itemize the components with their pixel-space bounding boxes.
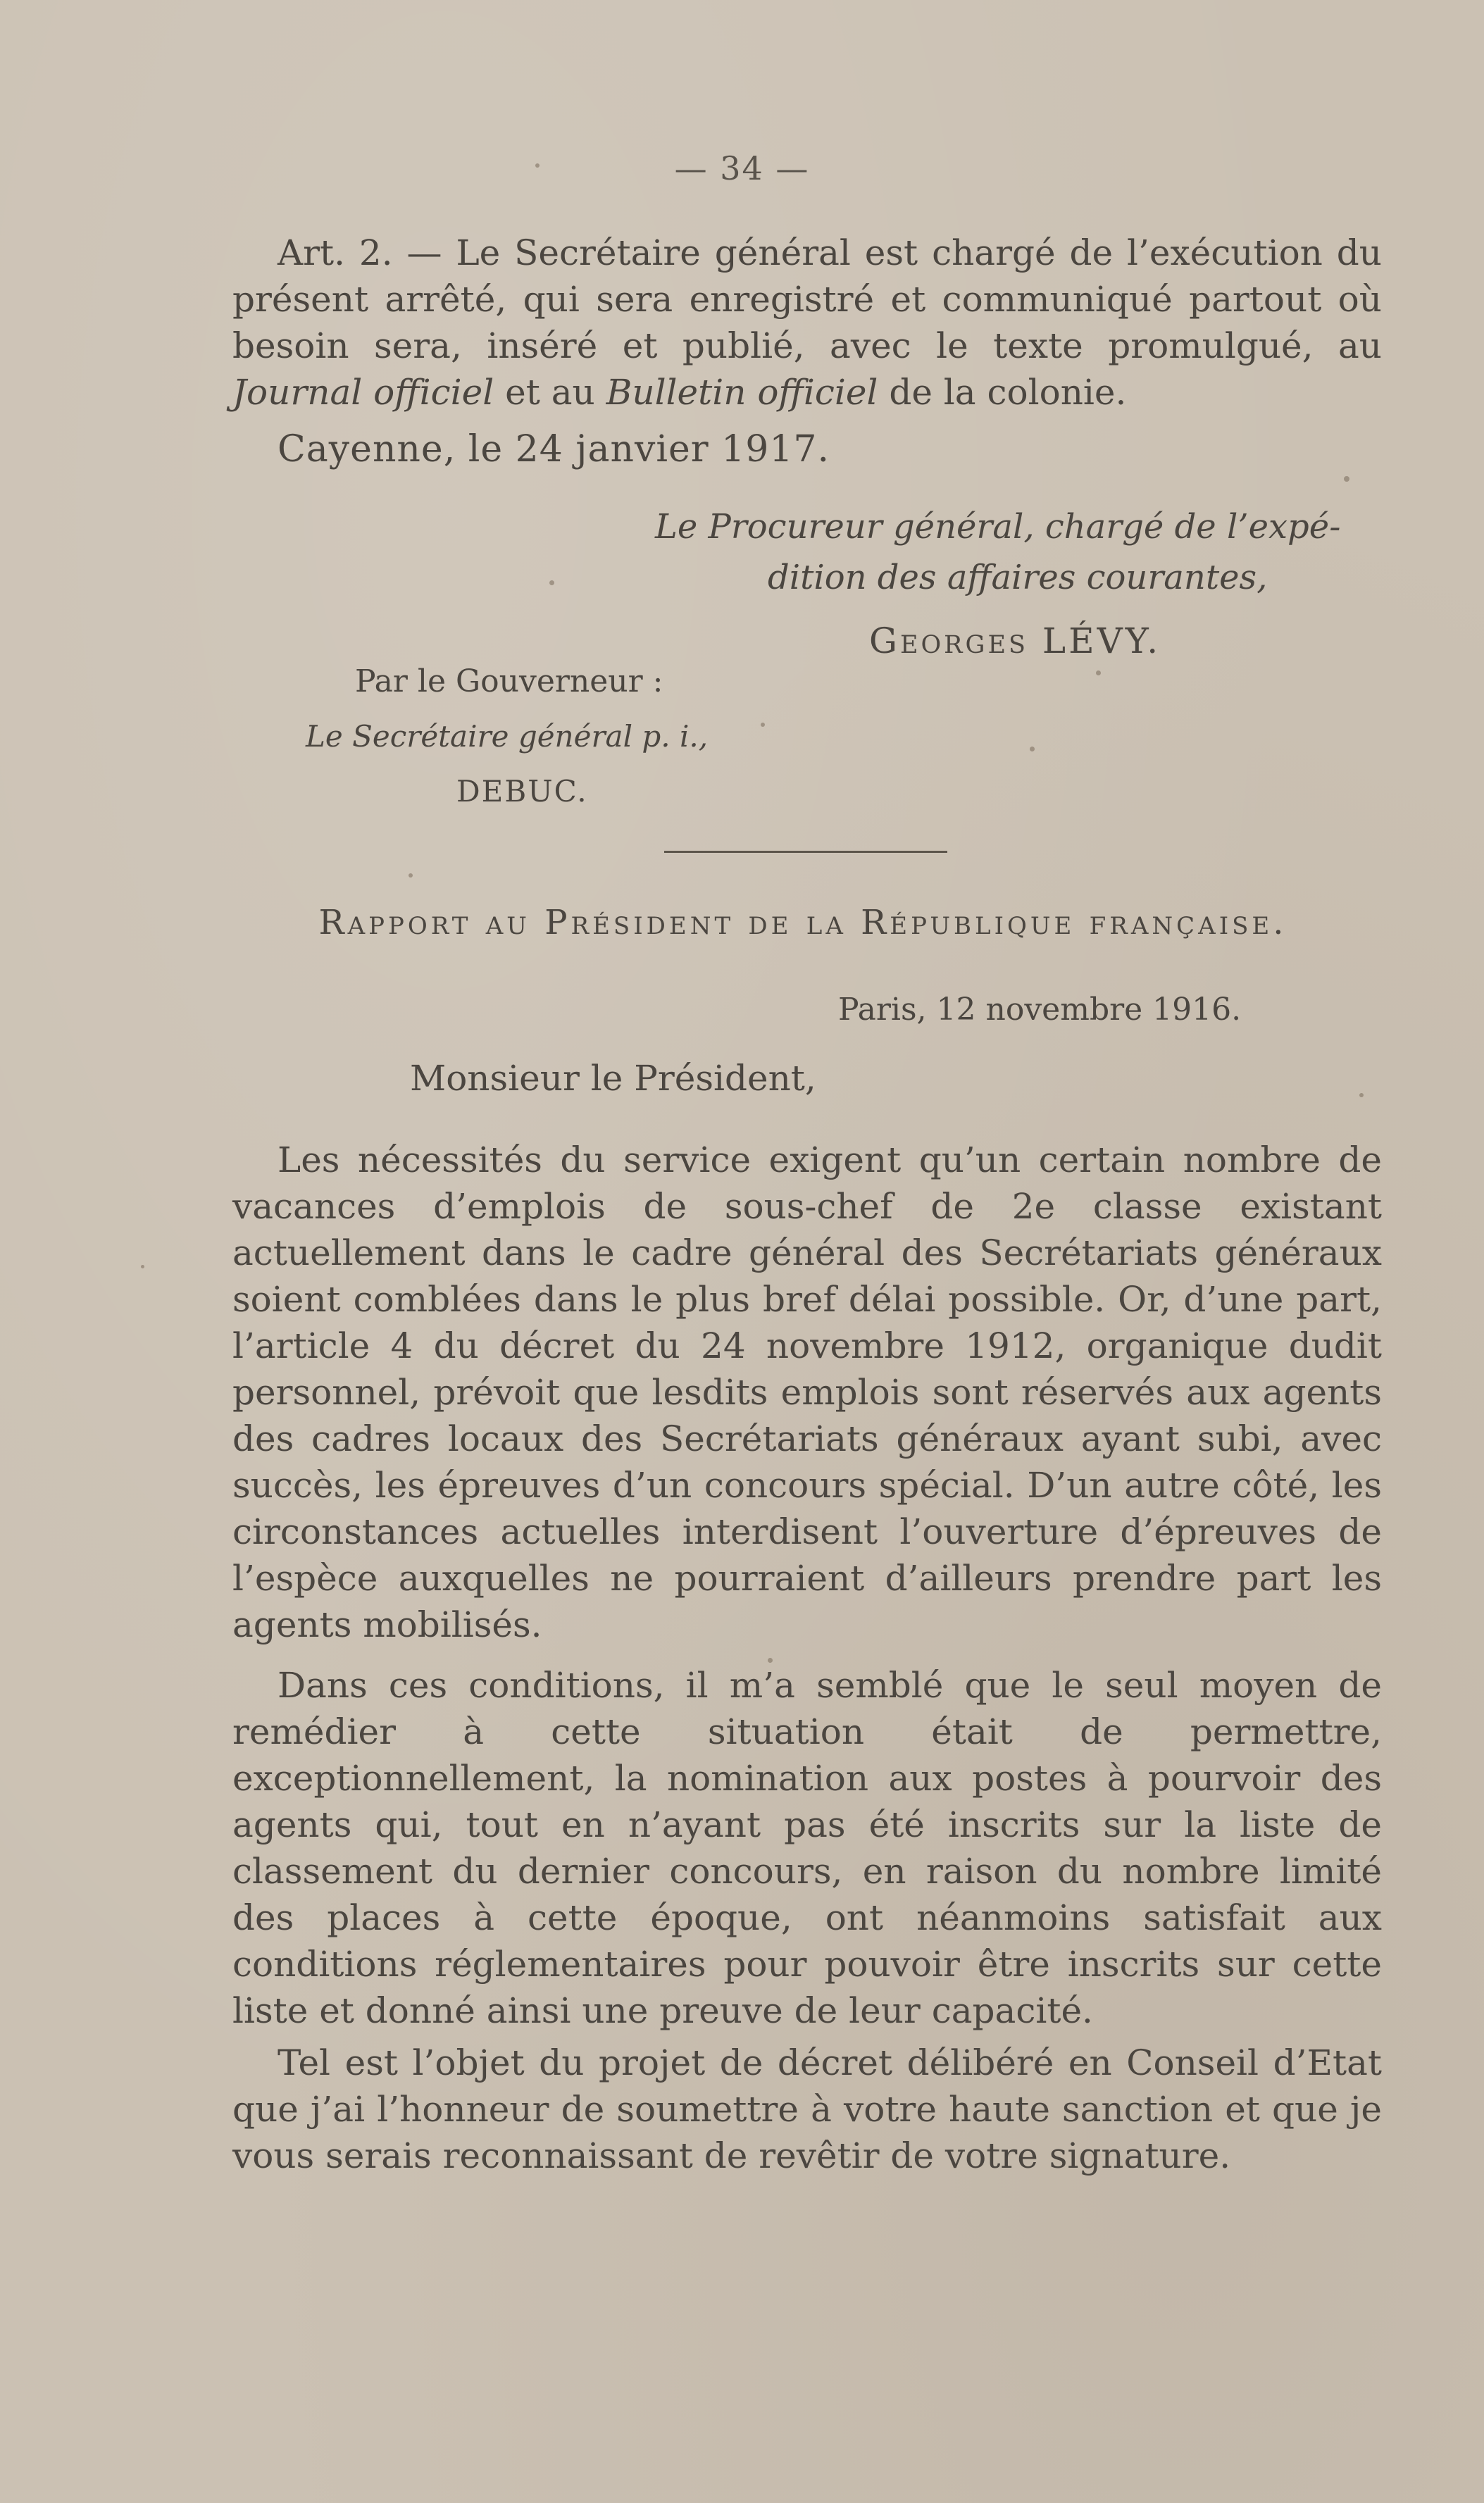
article-2-conjunction: et au — [494, 372, 606, 413]
bulletin-officiel-title: Bulletin officiel — [606, 372, 878, 413]
secretary-title: Le Secrétaire général p. i., — [306, 719, 709, 754]
paper-speck — [549, 580, 554, 585]
paper-speck — [761, 723, 765, 727]
report-paragraph-1: Les nécessités du service exigent qu’un certain nombre de vacances d’emplois de sous-chef de 2e classe existant actuellement dans le cadre général des Secrétariats généraux soient comblées dans le plus bref délai possible. Or, d’une part, l’article 4 du décret du 24 novembre 1912, organique dudit personnel, prévoit que lesdits emplois sont réservés aux agents des cadres locaux des Secrétariats généraux ayant subi, avec succès, les épreuves d’un concours spécial. D’un autre côté, les circonstances actuelles interdisent l’ouverture d’épreuves de l’espèce auxquelles ne pourraient d’ailleurs prendre part les agents mobilisés. — [232, 1140, 1382, 1645]
report-paragraph-2: Dans ces conditions, il m’a semblé que le seul moyen de remédier à cette situation était de permettre, exceptionnellement, la nomination aux postes à pourvoir des agents qui, tout en n’ayant pas été inscrits sur la liste de classement du dernier concours, en raison du nombre limité des places à cette époque, ont néanmoins satisfait aux conditions réglementaires pour pouvoir être inscrits sur cette liste et donné ainsi une preuve de leur capacité. — [232, 1665, 1382, 2031]
article-2-ending: de la colonie. — [878, 372, 1127, 413]
section-divider — [664, 851, 947, 853]
signatory-name: Georges LÉVY. — [869, 620, 1161, 661]
article-2-text: Art. 2. — Le Secrétaire général est chargé de l’exécution du présent arrêté, qui sera enregistré et communiqué partout où besoin sera, inséré et publié, avec le texte promulgué, au — [232, 232, 1382, 366]
report-paragraph-3: Tel est l’objet du projet de décret délibéré en Conseil d’Etat que j’ai l’honneur de soumettre à votre haute sanction et que je vous serais reconnaissant de revêtir de votre signature. — [232, 2042, 1382, 2176]
article-2-paragraph — [232, 230, 1382, 416]
signatory-title-line-2: dition des affaires courantes, — [768, 558, 1268, 597]
paper-speck — [1344, 476, 1349, 482]
page-number: — 34 — — [674, 149, 810, 187]
report-dateline: Paris, 12 novembre 1916. — [838, 992, 1242, 1028]
paper-speck — [1030, 747, 1035, 751]
secretary-name: DEBUC. — [456, 774, 588, 809]
paper-speck — [409, 873, 413, 878]
place-date: Cayenne, le 24 janvier 1917. — [278, 428, 830, 470]
journal-officiel-title: Journal officiel — [232, 372, 494, 413]
paper-speck — [1359, 1093, 1364, 1097]
delegation-line: Par le Gouverneur : — [355, 663, 663, 699]
report-heading: Rapport au Président de la République française. — [318, 903, 1287, 942]
paper-speck — [141, 1265, 144, 1268]
signatory-title-line-1: Le Procureur général, chargé de l’expé- — [655, 507, 1341, 547]
paper-speck — [1096, 670, 1101, 675]
report-salutation: Monsieur le Président, — [410, 1058, 816, 1099]
